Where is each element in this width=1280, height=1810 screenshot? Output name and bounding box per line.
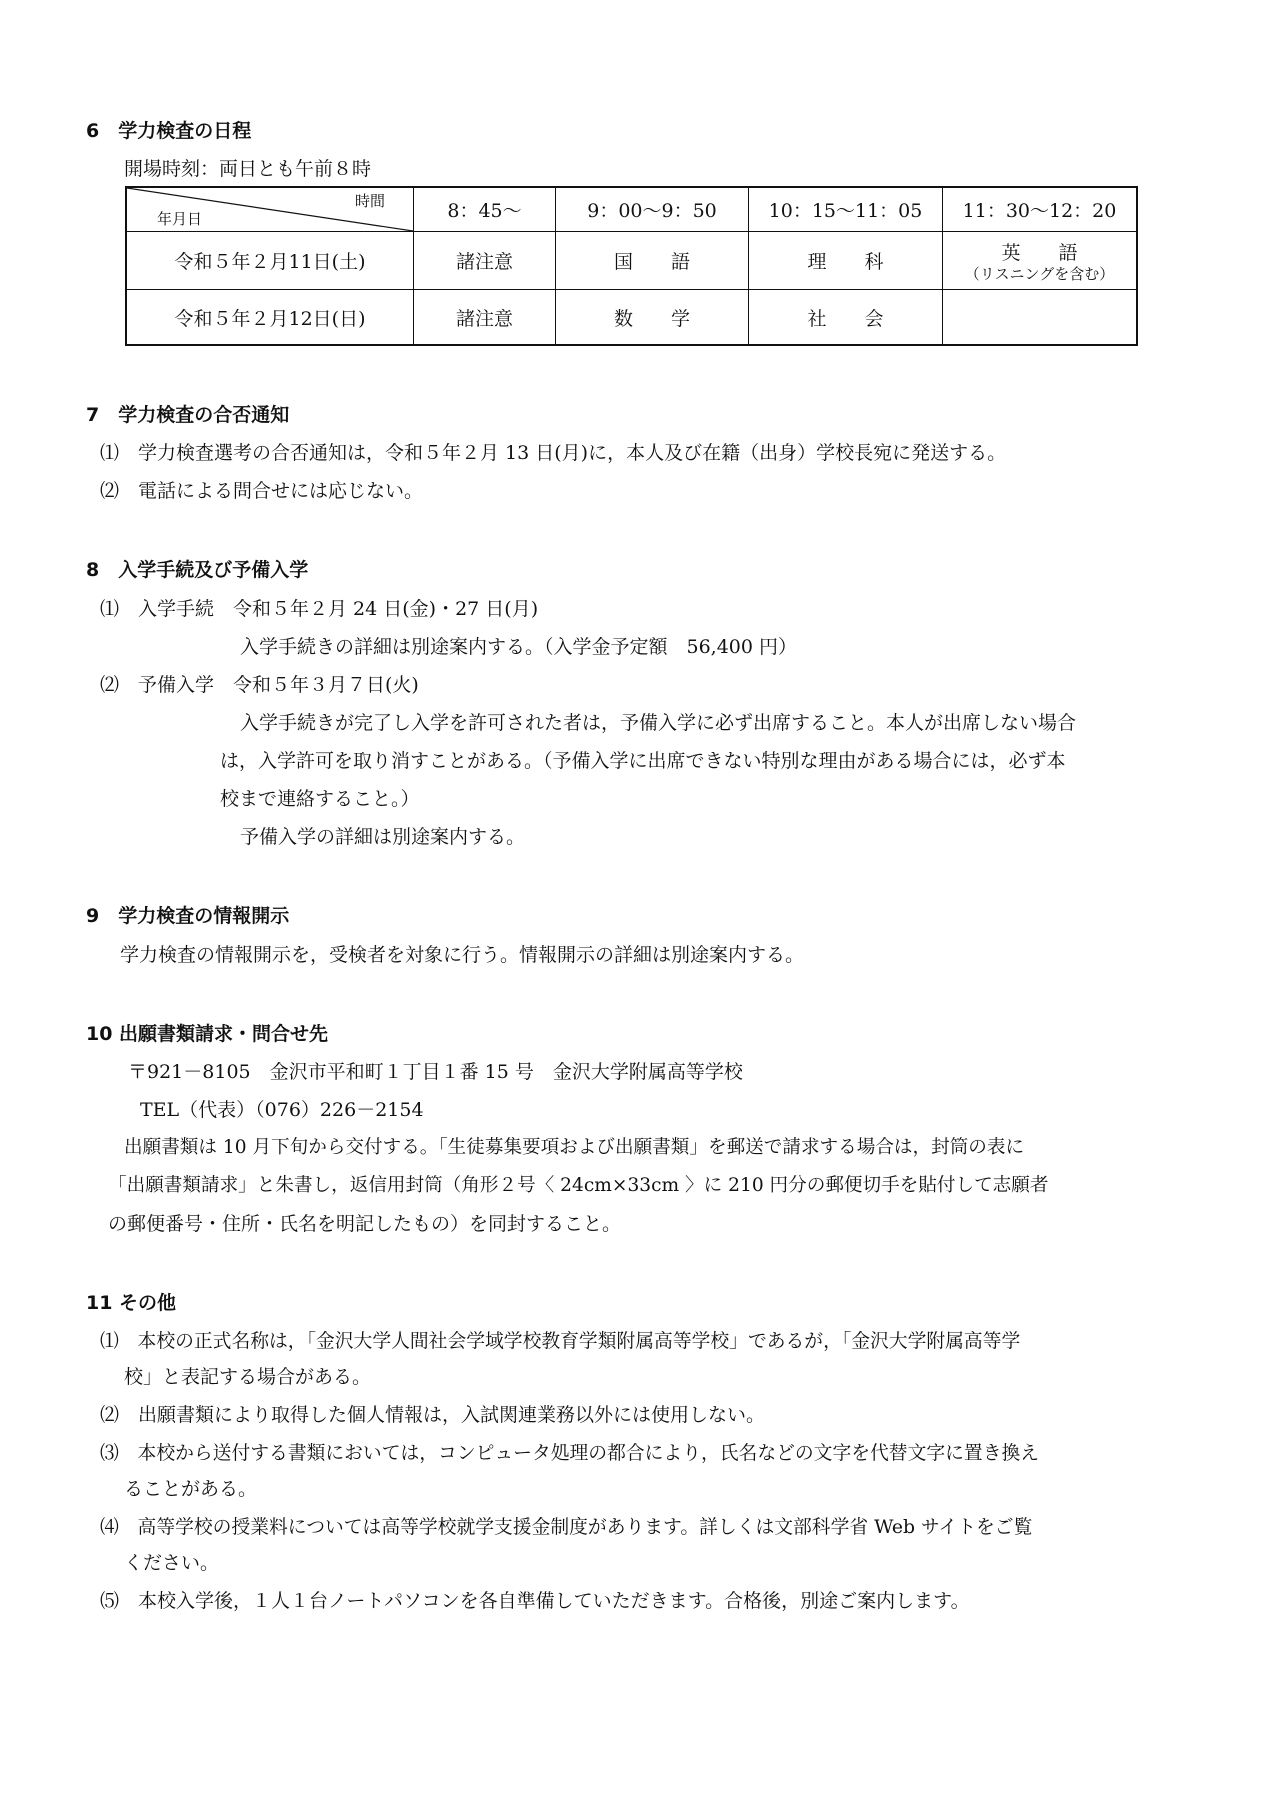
date-cell: 令和５年２月12日(日) xyxy=(126,290,414,346)
section-9-heading: 9 学力検査の情報開示 xyxy=(86,905,290,927)
table-row xyxy=(126,290,1137,346)
s8-item-2: ⑵ 予備入学 令和５年３月７日(火) xyxy=(100,674,419,696)
s8-item-2-line: 入学手続きが完了し入学を許可された者は，予備入学に必ず出席すること。本人が出席しない場合 xyxy=(240,712,1077,734)
s11-line: ⑵ 出願書類により取得した個人情報は，入試関連業務以外には使用しない。 xyxy=(100,1404,766,1426)
s11-line: ⑸ 本校入学後，１人１台ノートパソコンを各自準備していただきます。合格後，別途ご案内します。 xyxy=(100,1590,970,1612)
s11-line: ⑷ 高等学校の授業料については高等学校就学支援金制度があります。詳しくは文部科学省 Web サイトをご覧 xyxy=(100,1517,1033,1538)
section-10-heading: 10 出願書類請求・問合せ先 xyxy=(86,1023,329,1045)
s7-item-1: ⑴ 学力検査選考の合否通知は，令和５年２月 13 日(月)に，本人及び在籍（出身）学校長宛に発送する。 xyxy=(100,442,1007,464)
subject-cell: 理 科 xyxy=(749,232,943,290)
date-cell: 令和５年２月11日(土) xyxy=(126,232,414,290)
s11-line: ることがある。 xyxy=(124,1478,258,1500)
corner-time-label: 時間 xyxy=(354,192,385,210)
time-header: 11：30～12：20 xyxy=(943,187,1138,232)
time-header: 10：15～11：05 xyxy=(749,187,943,232)
section-6-heading: 6 学力検査の日程 xyxy=(86,120,252,142)
time-header: 9：00～9：50 xyxy=(556,187,749,232)
subject-cell-english xyxy=(943,232,1138,290)
subject-cell: 数 学 xyxy=(556,290,749,346)
s10-line: の郵便番号・住所・氏名を明記したもの）を同封すること。 xyxy=(108,1213,622,1235)
s8-item-2-line: 校まで連絡すること。） xyxy=(220,788,420,810)
section-7-heading: 7 学力検査の合否通知 xyxy=(86,404,290,426)
corner-date-label: 年月日 xyxy=(157,210,203,228)
table-header-row xyxy=(126,187,1137,232)
s9-text: 学力検査の情報開示を，受検者を対象に行う。情報開示の詳細は別途案内する。 xyxy=(120,944,805,966)
empty-cell xyxy=(943,290,1138,346)
listening-note: （リスニングを含む） xyxy=(964,265,1115,283)
s8-item-2-line: は，入学許可を取り消すことがある。（予備入学に出席できない特別な理由がある場合には，必ず本 xyxy=(220,750,1066,772)
s7-item-2: ⑵ 電話による問合せには応じない。 xyxy=(100,480,424,502)
subject-cell: 社 会 xyxy=(749,290,943,346)
table-row xyxy=(126,232,1137,290)
exam-schedule-table xyxy=(125,186,1138,346)
s11-line: 校」と表記する場合がある。 xyxy=(124,1366,372,1388)
subject-cell: 諸注意 xyxy=(414,290,556,346)
section-8-heading: 8 入学手続及び予備入学 xyxy=(86,559,309,581)
section-11-heading: 11 その他 xyxy=(86,1292,177,1314)
time-header: 8：45～ xyxy=(414,187,556,232)
s10-line: 「出願書類請求」と朱書し，返信用封筒（角形２号〈 24cm×33cm 〉に 210 円分の郵便切手を貼付して志願者 xyxy=(108,1175,1049,1196)
subject-cell: 諸注意 xyxy=(414,232,556,290)
tel-text: TEL（代表）（076）226－2154 xyxy=(140,1099,424,1121)
s11-line: ください。 xyxy=(124,1552,220,1574)
address-text: 〒921－8105 金沢市平和町１丁目１番 15 号 金沢大学附属高等学校 xyxy=(128,1061,743,1083)
s11-line: ⑴ 本校の正式名称は，「金沢大学人間社会学域学校教育学類附属高等学校」であるが，「金沢大学附属高等学 xyxy=(100,1331,1021,1352)
s8-item-1: ⑴ 入学手続 令和５年２月 24 日(金)・27 日(月) xyxy=(100,598,539,620)
subject-cell: 国 語 xyxy=(556,232,749,290)
open-time-text: 開場時刻：両日とも午前８時 xyxy=(124,158,372,180)
s11-line: ⑶ 本校から送付する書類においては，コンピュータ処理の都合により，氏名などの文字を代替文字に置き換え xyxy=(100,1443,1040,1464)
english-label: 英 語 xyxy=(1001,242,1078,264)
s10-line: 出願書類は 10 月下旬から交付する。「生徒募集要項および出願書類」を郵送で請求する場合は，封筒の表に xyxy=(124,1137,1025,1158)
s8-item-2-detail: 予備入学の詳細は別途案内する。 xyxy=(240,826,526,848)
corner-cell xyxy=(126,187,414,232)
s8-item-1-detail: 入学手続きの詳細は別途案内する。（入学金予定額 56,400 円） xyxy=(240,636,798,658)
